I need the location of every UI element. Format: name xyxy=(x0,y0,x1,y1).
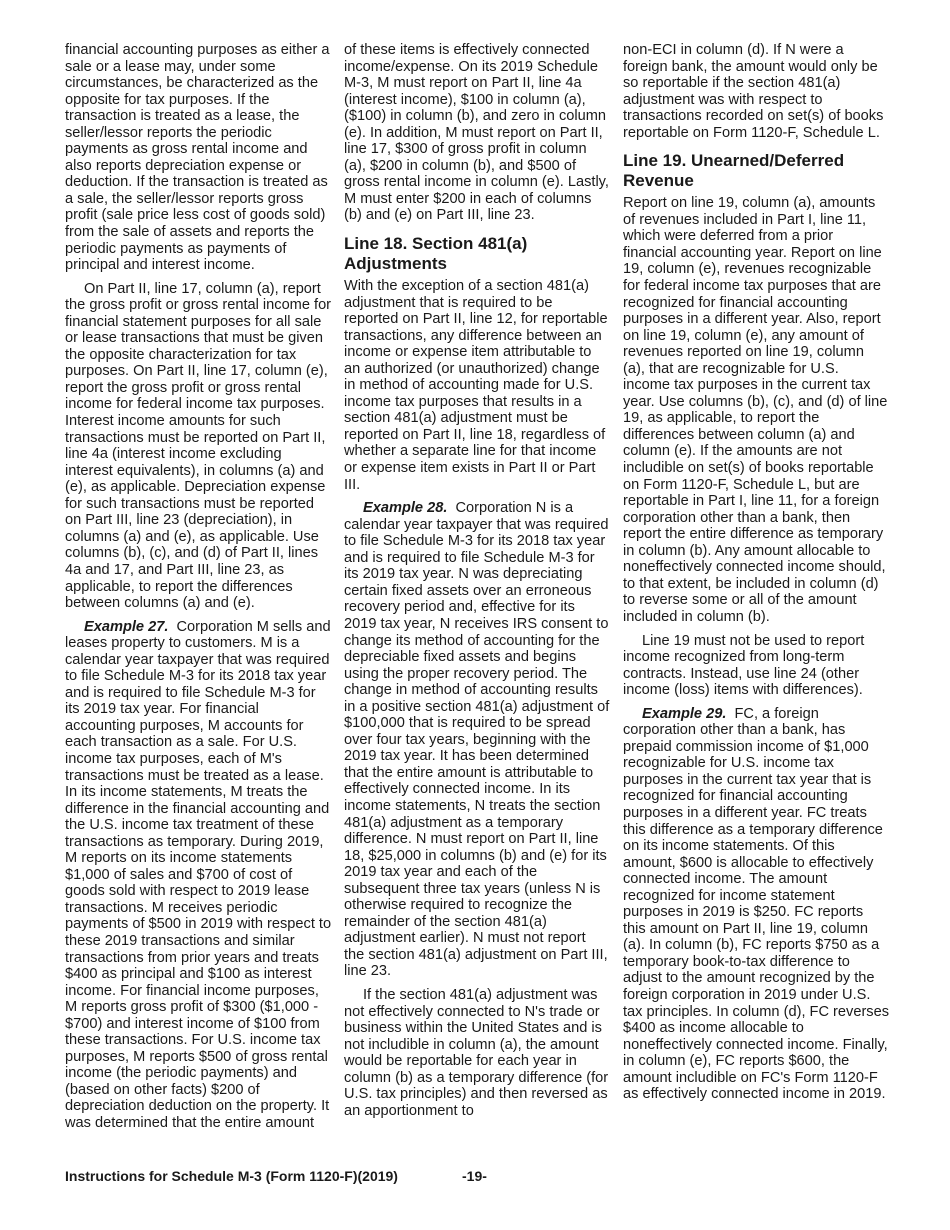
example-27-label: Example 27. xyxy=(84,618,169,635)
paragraph-lease-sale: financial accounting purposes as either a sale or a lease may, under some circumstances, be characterized as the opposite for tax purposes. If the transaction is treated as a lease, the seller/lessor reports the periodic payments as gross rental income and also reports depreciation expense or deduction. If the transaction is treated as a sale, the seller/lessor reports gross profit (sale price less cost of goods sold) from the sale of assets and reports the periodic payments as payments of principal and interest income. xyxy=(65,42,330,274)
heading-line-19: Line 19. Unearned/Deferred Revenue xyxy=(623,151,845,191)
example-29 xyxy=(623,706,889,1103)
example-27 xyxy=(65,619,333,1132)
column-1 xyxy=(65,42,333,1139)
example-27-text: Corporation M sells and leases property to customers. M is a calendar year taxpayer that was required to file Schedule M-3 for its 2018 tax year and is required to file Schedule M-3 for its 2019 tax year. For financial accounting purposes, M accounts for each transaction as a sale. For U.S. income tax purposes, each of M's transactions must be treated as a lease. In its income statements, M treats the difference in the financial accounting and the U.S. income tax treatment of these transactions as temporary. During 2019, M reports on its income statements $1,000 of sales and $700 of cost of goods sold with respect to 2019 lease transactions. M receives periodic payments of $500 in 2019 with respect to these 2019 transactions and similar transactions from prior years and treats $400 as principal and $100 as interest income. For financial income purposes, M reports gross profit of $300 ($1,000 - $700) and interest income of $100 from these transactions. For U.S. income tax purposes, M reports $500 of gross rental income (the periodic payments) and (based on other facts) $200 of depreciation deduction on the property. It was determined that the entire amount xyxy=(65,618,332,1131)
page-number: -19- xyxy=(462,1168,487,1184)
paragraph-481a-not-ec: If the section 481(a) adjustment was not effectively connected to N's trade or business within the United States and is not includible in column (a), the amount would be reportable for each year in column (b) as a temporary difference (for U.S. tax principles) and then reversed as an apportionment to xyxy=(344,986,609,1119)
example-28 xyxy=(344,500,610,980)
column-2 xyxy=(344,42,610,1126)
example-28-label: Example 28. xyxy=(363,500,448,517)
footer-title: Instructions for Schedule M-3 (Form 1120-F)(2019) xyxy=(65,1168,398,1184)
paragraph-long-term-contracts: Line 19 must not be used to report income recognized from long-term contracts. Instead, use line 24 (other income (loss) items with differences). xyxy=(623,632,865,699)
paragraph-part-ii-line-17: On Part II, line 17, column (a), report the gross profit or gross rental income for financial statement purposes for all sale or lease transactions that must be given the opposite characterization for tax purposes. On Part II, line 17, column (e), report the gross profit or gross rental income for federal income tax purposes. Interest income amounts for such transactions must be reported on Part II, line 4a (interest income excluding interest equivalents), in columns (a) and (e), as applicable. Depreciation expense for such transactions must be reported on Part III, line 23 (depreciation), in columns (a) and (e), as applicable. Use columns (b), (c), and (d) of Part II, lines 4a and 17, and Part III, line 23, as applicable, to report the differences between columns (a) and (e). xyxy=(65,280,332,612)
heading-line-18: Line 18. Section 481(a) Adjustments xyxy=(344,234,528,274)
paragraph-example-27-continued: of these items is effectively connected income/expense. On its 2019 Schedule M-3, M must report on Part II, line 4a (interest income), $100 in column (a), ($100) in column (b), and zero in column (e). In addition, M must report on Part II, line 17, $300 of gross profit in column (a), $200 in column (b), and $500 of gross rental income in column (e). Lastly, M must enter $200 in each of columns (b) and (e) on Part III, line 23. xyxy=(344,42,609,224)
paragraph-non-eci: non-ECI in column (d). If N were a foreign bank, the amount would only be so reportable if the section 481(a) adjustment was with respect to transactions recorded on set(s) of books reportable on Form 1120-F, Schedule L. xyxy=(623,42,884,141)
column-3 xyxy=(623,42,889,1110)
example-28-text: Corporation N is a calendar year taxpayer that was required to file Schedule M-3 for its 2018 tax year and is required to file Schedule M-3 for its 2019 tax year. N was depreciating certain fixed assets over an erroneous recovery period and, effective for its 2019 tax year, N receives IRS consent to change its method of accounting for the depreciable fixed assets and begins using the proper recovery period. The change in method of accounting results in a positive section 481(a) adjustment of $100,000 that is required to be spread over four tax years, beginning with the 2019 tax year. It has been determined that the entire amount is attributable to effectively connected income. In its income statements, N treats the section 481(a) adjustment as a temporary difference. N must report on Part II, line 18, $25,000 in columns (b) and (e) for its 2019 tax year and each of the subsequent three tax years (unless N is otherwise required to recognize the remainder of the section 481(a) adjustment earlier). N must not report the section 481(a) adjustment on Part III, line 23. xyxy=(344,500,610,980)
paragraph-line-19: Report on line 19, column (a), amounts of revenues included in Part I, line 11, which were deferred from a prior financial accounting year. Report on line 19, column (e), revenues recognizable for federal income tax purposes that are recognized for financial accounting purposes in a different year. Also, report on line 19, column (e), any amount of revenues reported on line 19, column (a), that are recognizable for U.S. income tax purposes in the current tax year. Use columns (b), (c), and (d) of line 19, as applicable, to report the differences between column (a) and column (e). If the amounts are not includible on set(s) of books reportable on Form 1120-F, Schedule L, but are reportable in Part I, line 11, for a foreign corporation other than a bank, then report the entire difference as temporary in column (b). Any amount allocable to noneffectively connected income should, to that extent, be included in column (d) to reverse some or all of the amount included in column (b). xyxy=(623,195,888,625)
example-29-label: Example 29. xyxy=(642,705,727,722)
page-footer xyxy=(65,1168,895,1184)
paragraph-line-18: With the exception of a section 481(a) adjustment that is required to be reported on Part II, line 12, for reportable transactions, any difference between an income or expense item attributable to an authorized (or unauthorized) change in method of accounting made for U.S. income tax purposes that results in a section 481(a) adjustment must be reported on Part II, line 18, regardless of whether a separate line for that income or expense item exists in Part II or Part III. xyxy=(344,278,608,493)
example-29-text: FC, a foreign corporation other than a bank, has prepaid commission income of $1,000 recognizable for U.S. income tax purposes in the current tax year that is recognized for financial accounting purposes in a different year. FC treats this difference as a temporary difference on its income statements. Of this amount, $600 is allocable to effectively connected income. The amount recognized for income statement purposes in 2019 is $250. FC reports this amount on Part II, line 19, column (a). In column (b), FC reports $750 as a temporary book-to-tax difference to adjust to the amount recognized by the foreign corporation in 2019 under U.S. tax principles. In column (d), FC reverses $400 as income allocable to noneffectively connected income. Finally, in column (e), FC reports $600, the amount includible on FC's Form 1120-F as effectively connected income in 2019. xyxy=(623,705,890,1103)
